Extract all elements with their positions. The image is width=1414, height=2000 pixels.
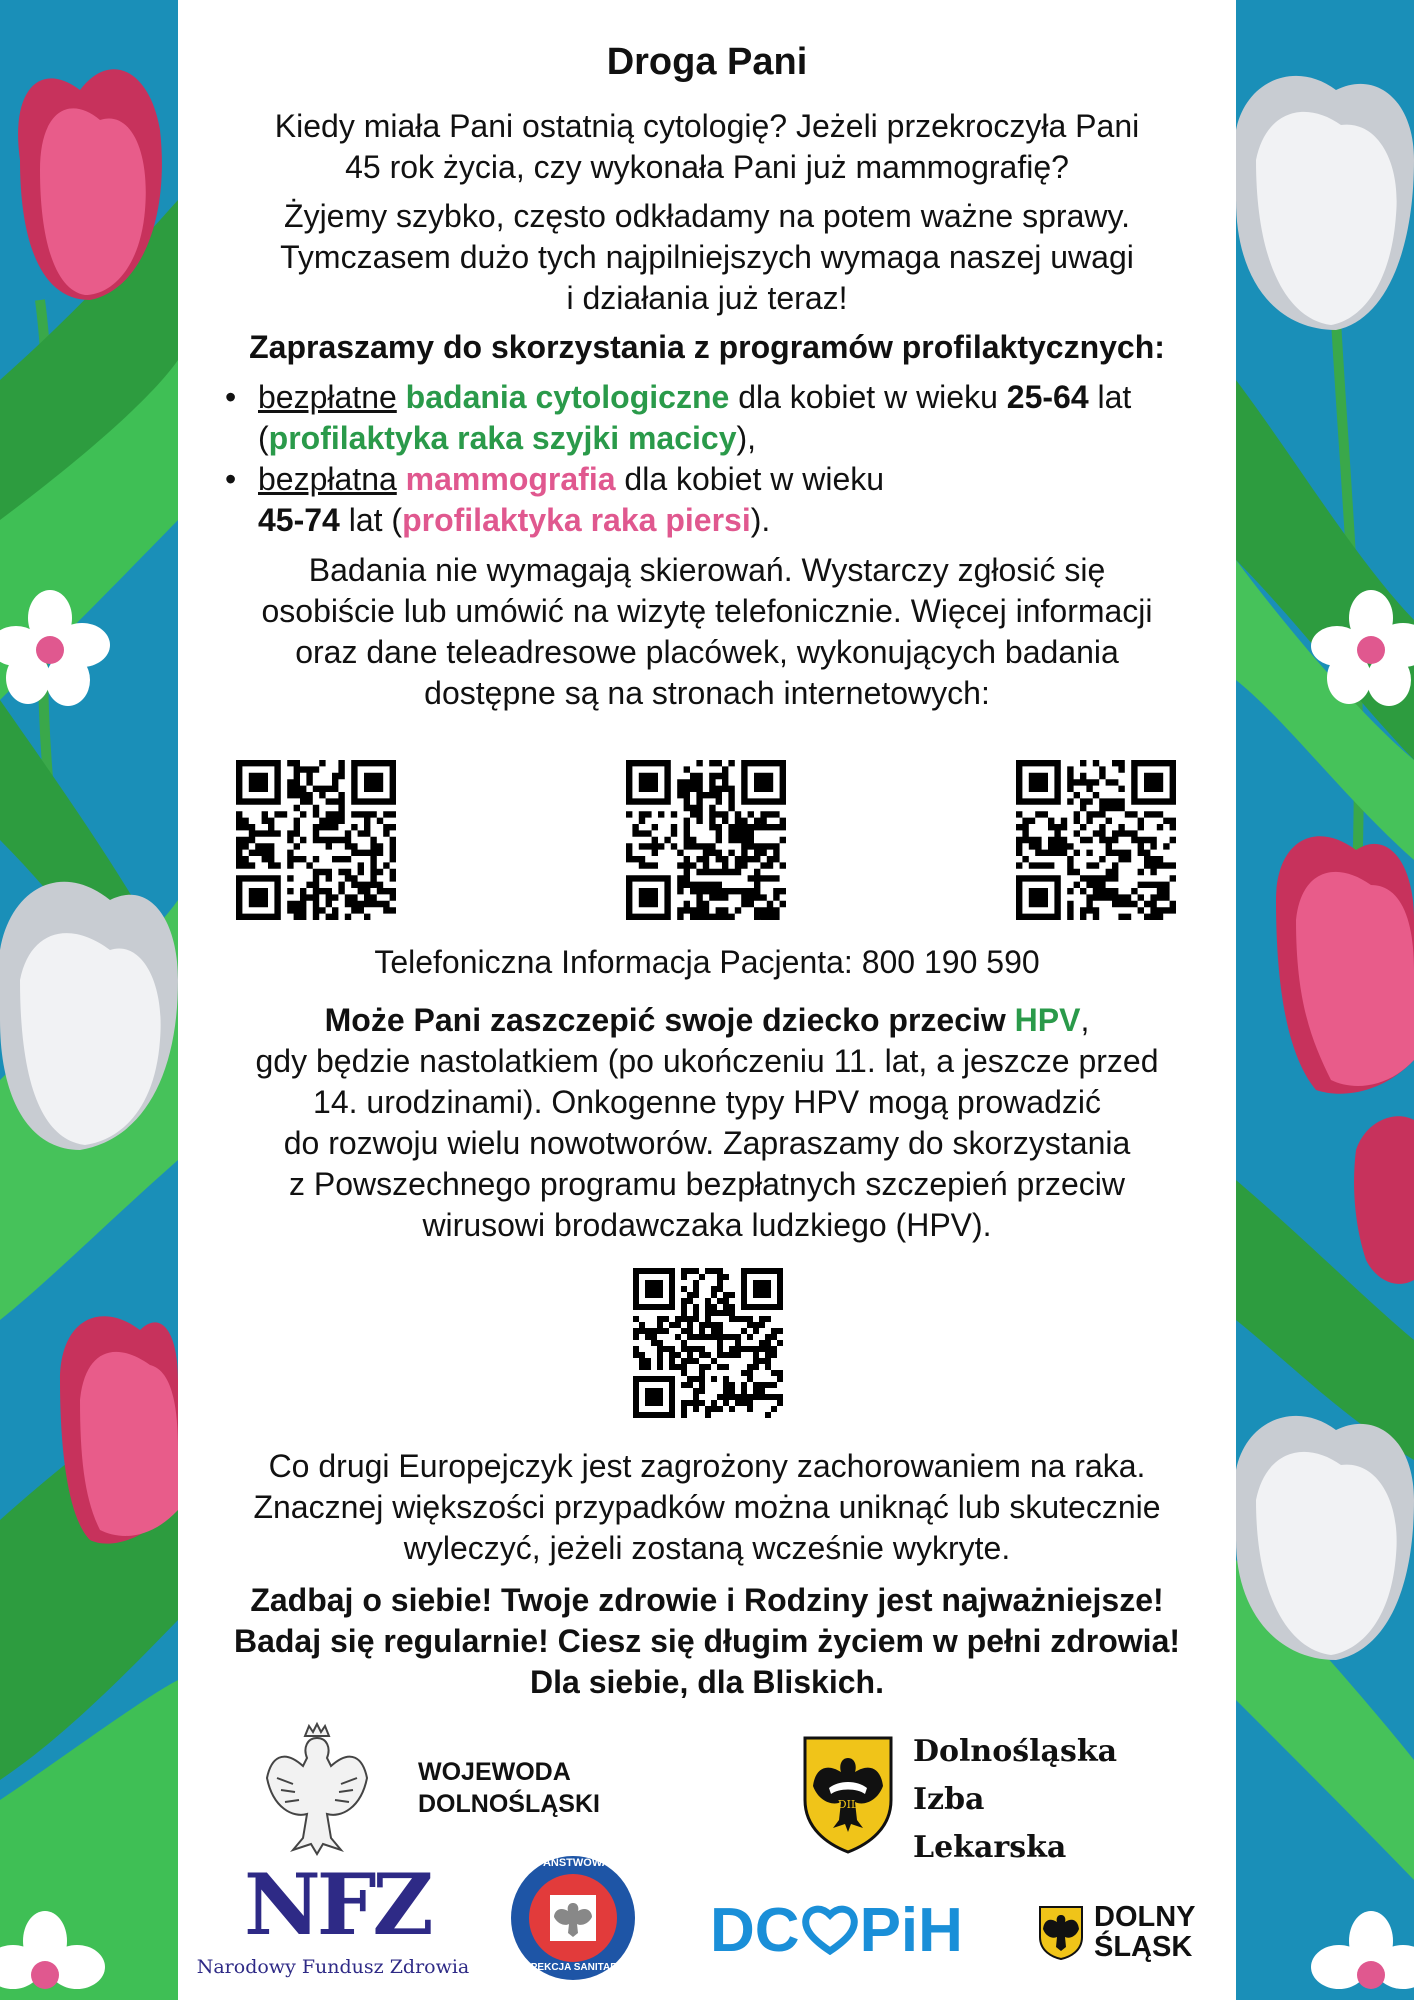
- polish-eagle-emblem: [263, 1718, 371, 1858]
- paren-open: (: [258, 420, 269, 456]
- psse-top-text: PAŃSTWOWA: [536, 1857, 610, 1869]
- dil-line: Dolnośląska: [913, 1734, 1118, 1769]
- dcopih-text-a: DC: [710, 1896, 800, 1965]
- list-item: [223, 377, 1203, 459]
- qr-code-cancer-info[interactable]: [1016, 760, 1176, 920]
- page-title: Droga Pani: [606, 41, 808, 83]
- dil-emblem-letters: DIL: [837, 1798, 859, 1811]
- nfz-logo: NFZ: [244, 1855, 430, 1954]
- wojewoda-logo-text: [418, 1756, 600, 1820]
- right-tulip-decoration: [1236, 0, 1414, 2000]
- dolny-line: DOLNY: [1094, 1901, 1196, 1933]
- slogan-line: Dla siebie, dla Bliskich.: [530, 1664, 884, 1700]
- free-label: bezpłatna: [258, 461, 397, 497]
- left-tulip-decoration: [0, 0, 178, 2000]
- wojewoda-line: WOJEWODA: [418, 1758, 571, 1786]
- qr-code-hpv[interactable]: [633, 1268, 783, 1418]
- hpv-line: wirusowi brodawczaka ludzkiego (HPV).: [422, 1207, 992, 1243]
- info-line: oraz dane teleadresowe placówek, wykonujących badania: [295, 634, 1119, 670]
- psse-bottom-text: INSPEKCJA SANITARNA: [514, 1962, 632, 1973]
- age-unit: lat: [1088, 379, 1132, 415]
- breast-program: profilaktyka raka piersi: [402, 502, 751, 538]
- tulip-pattern-right: [1236, 0, 1414, 2000]
- qr-code-mammography[interactable]: [626, 760, 786, 920]
- hpv-line: 14. urodzinami). Onkogenne typy HPV mogą prowadzić: [313, 1084, 1101, 1120]
- info-paragraph: [178, 550, 1236, 714]
- age-range: 25-64: [1006, 379, 1089, 415]
- slogan-line: Zadbaj o siebie! Twoje zdrowie i Rodziny jest najważniejsze!: [250, 1582, 1164, 1618]
- info-line: osobiście lub umówić na wizytę telefonicznie. Więcej informacji: [261, 593, 1153, 629]
- free-label: bezpłatne: [258, 379, 397, 415]
- intro-paragraph: [178, 106, 1236, 188]
- intro-line: Kiedy miała Pani ostatnią cytologię? Jeżeli przekroczyła Pani: [274, 108, 1140, 144]
- info-line: dostępne są na stronach internetowych:: [424, 675, 990, 711]
- patient-hotline: Telefoniczna Informacja Pacjenta: 800 190 590: [374, 944, 1040, 980]
- content-panel: [178, 0, 1236, 2000]
- dcopih-text-b: PiH: [859, 1896, 963, 1965]
- europe-line: wyleczyć, jeżeli zostaną wcześnie wykryte.: [403, 1530, 1011, 1566]
- dcopih-heart-icon: [802, 1905, 858, 1955]
- program-list: [223, 377, 1203, 541]
- hpv-comma: ,: [1080, 1002, 1090, 1038]
- age-range: 45-74: [258, 502, 340, 538]
- europe-paragraph: [178, 1446, 1236, 1569]
- qr-code-cytology[interactable]: [236, 760, 396, 920]
- dil-line: Izba: [913, 1782, 985, 1817]
- hpv-highlight: HPV: [1014, 1002, 1081, 1038]
- urgency-paragraph: [178, 196, 1236, 319]
- info-line: Badania nie wymagają skierowań. Wystarczy zgłosić się: [308, 552, 1106, 588]
- dcopih-logo: [710, 1896, 963, 1966]
- slogan-line: Badaj się regularnie! Ciesz się długim życiem w pełni zdrowia!: [233, 1623, 1181, 1659]
- age-text: dla kobiet w wieku: [615, 461, 885, 497]
- hpv-heading-text: Może Pani zaszczepić swoje dziecko przeciw: [324, 1002, 1015, 1038]
- cervical-program: profilaktyka raka szyjki macicy: [268, 420, 737, 456]
- dolny-slask-shield-icon: [1038, 1905, 1084, 1961]
- tulip-pattern-left: [0, 0, 178, 2000]
- closing-slogan: [178, 1580, 1236, 1703]
- dolny-line: ŚLĄSK: [1094, 1931, 1193, 1963]
- hpv-line: do rozwoju wielu nowotworów. Zapraszamy do skorzystania: [283, 1125, 1131, 1161]
- mammography-exam: mammografia: [405, 461, 616, 497]
- dolny-slask-text: [1094, 1902, 1196, 1962]
- paren-close: ).: [750, 502, 771, 538]
- hpv-heading: [178, 1000, 1236, 1041]
- hpv-paragraph: [178, 1000, 1236, 1246]
- paren-close: ),: [736, 420, 757, 456]
- wojewoda-line: DOLNOŚLĄSKI: [418, 1790, 600, 1818]
- urgency-line: Żyjemy szybko, często odkładamy na potem ważne sprawy.: [284, 198, 1130, 234]
- europe-line: Co drugi Europejczyk jest zagrożony zachorowaniem na raka.: [268, 1448, 1146, 1484]
- hpv-line: gdy będzie nastolatkiem (po ukończeniu 11. lat, a jeszcze przed: [255, 1043, 1159, 1079]
- urgency-line: i działania już teraz!: [566, 280, 848, 316]
- intro-line: 45 rok życia, czy wykonała Pani już mammografię?: [345, 149, 1069, 185]
- age-text: dla kobiet w wieku: [729, 379, 1007, 415]
- dil-coat-of-arms: [803, 1736, 893, 1854]
- invite-heading: Zapraszamy do skorzystania z programów profilaktycznych:: [249, 329, 1165, 365]
- list-item: [223, 459, 1203, 541]
- dil-line: Lekarska: [913, 1830, 1067, 1865]
- hpv-line: z Powszechnego programu bezpłatnych szczepień przeciw: [289, 1166, 1125, 1202]
- age-unit: lat (: [339, 502, 403, 538]
- cytology-exam: badania cytologiczne: [405, 379, 730, 415]
- urgency-line: Tymczasem dużo tych najpilniejszych wymaga naszej uwagi: [280, 239, 1134, 275]
- nfz-subtitle: Narodowy Fundusz Zdrowia: [196, 1956, 470, 1978]
- europe-line: Znacznej większości przypadków można uniknąć lub skutecznie: [253, 1489, 1161, 1525]
- dil-logo-text: [913, 1728, 1117, 1872]
